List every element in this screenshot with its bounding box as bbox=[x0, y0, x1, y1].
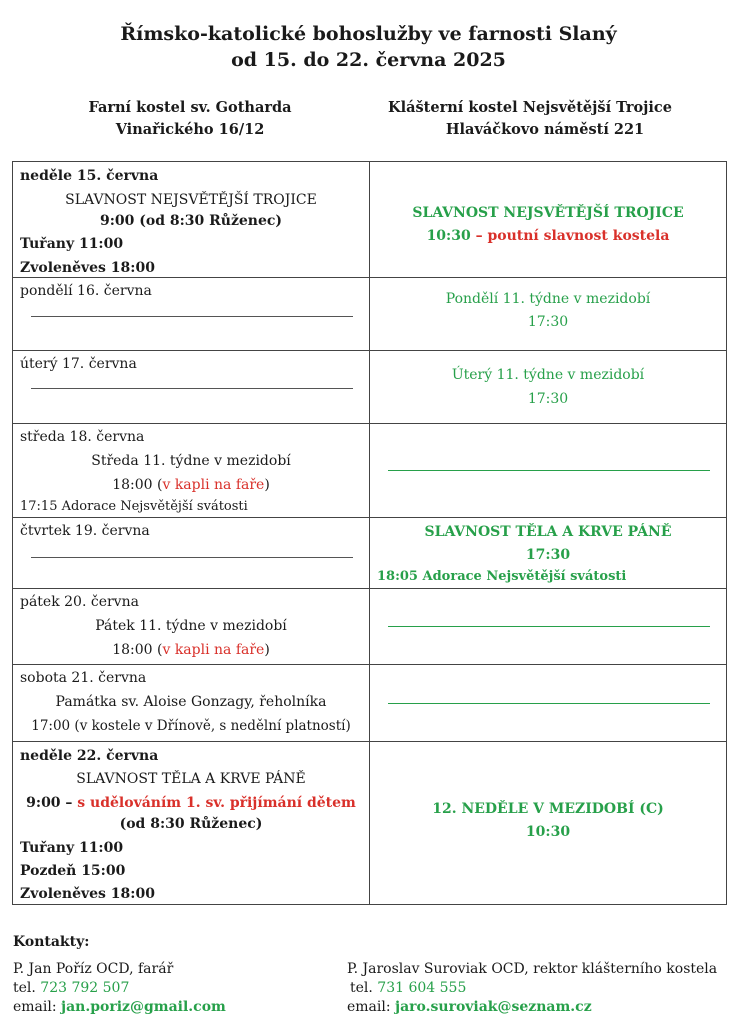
right-cell bbox=[370, 278, 727, 351]
feast-name: SLAVNOST NEJSVĚTĚJŠÍ TROJICE bbox=[412, 205, 684, 221]
contact-left-email[interactable]: jan.poriz@gmail.com bbox=[61, 999, 226, 1015]
left-cell bbox=[13, 665, 370, 742]
table-row bbox=[13, 278, 727, 351]
church-right-name: Klášterní kostel Nejsvětější Trojice bbox=[388, 99, 672, 116]
email-label: email: bbox=[13, 999, 62, 1015]
table-row bbox=[13, 351, 727, 424]
contact-left-phone[interactable]: 723 792 507 bbox=[40, 980, 130, 996]
table-row bbox=[13, 665, 727, 742]
extra-mass: Tuřany 11:00 bbox=[20, 236, 124, 252]
mass-note: poutní slavnost kostela bbox=[487, 228, 670, 244]
mass-time: 17:30 bbox=[525, 547, 571, 563]
adoration: 18:05 Adorace Nejsvětější svátosti bbox=[377, 569, 627, 584]
contact-right-email-line bbox=[347, 997, 592, 1018]
table-row bbox=[13, 424, 727, 518]
page-subtitle-dates: od 15. do 22. června 2025 bbox=[231, 49, 506, 71]
church-left-address: Vinařického 16/12 bbox=[115, 121, 265, 138]
feast-name: SLAVNOST TĚLA A KRVE PÁNĚ bbox=[424, 524, 672, 540]
day-label: neděle 15. června bbox=[20, 168, 159, 184]
left-cell bbox=[13, 351, 370, 424]
feast-name: 12. NEDĚLE V MEZIDOBÍ (C) bbox=[432, 801, 664, 817]
mass-time-line bbox=[370, 226, 726, 246]
mass-time: 18:00 ( bbox=[112, 477, 163, 493]
left-cell bbox=[13, 742, 370, 905]
contact-right-phone[interactable]: 731 604 555 bbox=[377, 980, 467, 996]
table-row bbox=[13, 162, 727, 278]
mass-time: 18:00 ( bbox=[112, 642, 163, 658]
contact-left-name: P. Jan Poříz OCD, farář bbox=[13, 961, 174, 977]
extra-mass: Zvoleněves 18:00 bbox=[20, 886, 155, 902]
day-label: pondělí 16. června bbox=[20, 283, 152, 299]
empty-line bbox=[388, 703, 710, 704]
feast-name: SLAVNOST NEJSVĚTĚJŠÍ TROJICE bbox=[65, 192, 317, 208]
mass-time-line bbox=[13, 640, 369, 660]
mass-place: v kapli na faře bbox=[162, 477, 265, 493]
right-cell bbox=[370, 518, 727, 589]
phone-label: tel. bbox=[350, 980, 378, 996]
extra-mass: Zvoleněves 18:00 bbox=[20, 260, 155, 276]
church-right-header bbox=[360, 97, 700, 141]
mass-time: 17:00 (v kostele v Dřínově, s nedělní platností) bbox=[31, 718, 351, 734]
contacts-heading: Kontakty: bbox=[13, 934, 90, 950]
day-label: neděle 22. června bbox=[20, 748, 159, 764]
right-cell bbox=[370, 424, 727, 518]
extra-mass: Pozdeň 15:00 bbox=[20, 863, 126, 879]
left-cell bbox=[13, 424, 370, 518]
mass-note: s udělováním 1. sv. přijímání dětem bbox=[77, 795, 356, 811]
feast-name: Úterý 11. týdne v mezidobí bbox=[451, 367, 645, 383]
table-row bbox=[13, 742, 727, 905]
day-label: středa 18. června bbox=[20, 429, 145, 445]
dash: – bbox=[470, 228, 488, 244]
mass-place: v kapli na faře bbox=[162, 642, 265, 658]
right-cell bbox=[370, 162, 727, 278]
mass-time: 17:30 bbox=[527, 391, 569, 407]
page-title: Římsko-katolické bohoslužby ve farnosti Slaný bbox=[120, 23, 617, 45]
mass-time-line bbox=[13, 793, 369, 813]
church-left-name: Farní kostel sv. Gotharda bbox=[88, 99, 292, 116]
church-left-header bbox=[40, 97, 340, 141]
feast-name: Památka sv. Aloise Gonzagy, řeholníka bbox=[55, 694, 327, 710]
church-right-address: Hlaváčkovo náměstí 221 bbox=[445, 121, 645, 138]
left-cell bbox=[13, 589, 370, 665]
empty-line bbox=[31, 388, 353, 389]
feast-name: SLAVNOST TĚLA A KRVE PÁNĚ bbox=[76, 771, 306, 787]
contact-left-phone-line bbox=[13, 978, 129, 999]
mass-time: 9:00 (od 8:30 Růženec) bbox=[99, 213, 283, 229]
empty-line bbox=[31, 316, 353, 317]
paren-close: ) bbox=[264, 477, 270, 493]
empty-line bbox=[388, 470, 710, 471]
day-label: pátek 20. června bbox=[20, 594, 139, 610]
day-label: úterý 17. června bbox=[20, 356, 137, 372]
phone-label: tel. bbox=[13, 980, 41, 996]
left-cell bbox=[13, 278, 370, 351]
adoration: 17:15 Adorace Nejsvětější svátosti bbox=[20, 499, 248, 514]
day-label: sobota 21. června bbox=[20, 670, 147, 686]
contact-left-email-line bbox=[13, 997, 226, 1018]
empty-line bbox=[31, 557, 353, 558]
right-cell bbox=[370, 589, 727, 665]
right-cell bbox=[370, 665, 727, 742]
contact-right-name: P. Jaroslav Suroviak OCD, rektor klášterního kostela bbox=[347, 961, 718, 977]
feast-name: Pátek 11. týdne v mezidobí bbox=[95, 618, 287, 634]
mass-time: 9:00 – bbox=[26, 795, 78, 811]
extra-mass: Tuřany 11:00 bbox=[20, 840, 124, 856]
left-cell bbox=[13, 162, 370, 278]
mass-time: 10:30 bbox=[426, 228, 471, 244]
right-cell bbox=[370, 351, 727, 424]
schedule-table bbox=[12, 161, 727, 905]
table-row bbox=[13, 589, 727, 665]
empty-line bbox=[388, 626, 710, 627]
mass-time-line bbox=[13, 475, 369, 495]
contact-right-email[interactable]: jaro.suroviak@seznam.cz bbox=[395, 999, 592, 1015]
table-row bbox=[13, 518, 727, 589]
mass-time: 17:30 bbox=[527, 314, 569, 330]
email-label: email: bbox=[347, 999, 396, 1015]
left-cell bbox=[13, 518, 370, 589]
paren-close: ) bbox=[264, 642, 270, 658]
rosary-note: (od 8:30 Růženec) bbox=[119, 816, 263, 832]
contact-right-phone-line bbox=[350, 978, 466, 999]
right-cell bbox=[370, 742, 727, 905]
feast-name: Pondělí 11. týdne v mezidobí bbox=[445, 291, 651, 307]
day-label: čtvrtek 19. června bbox=[20, 523, 150, 539]
feast-name: Středa 11. týdne v mezidobí bbox=[91, 453, 291, 469]
mass-time: 10:30 bbox=[525, 824, 571, 840]
